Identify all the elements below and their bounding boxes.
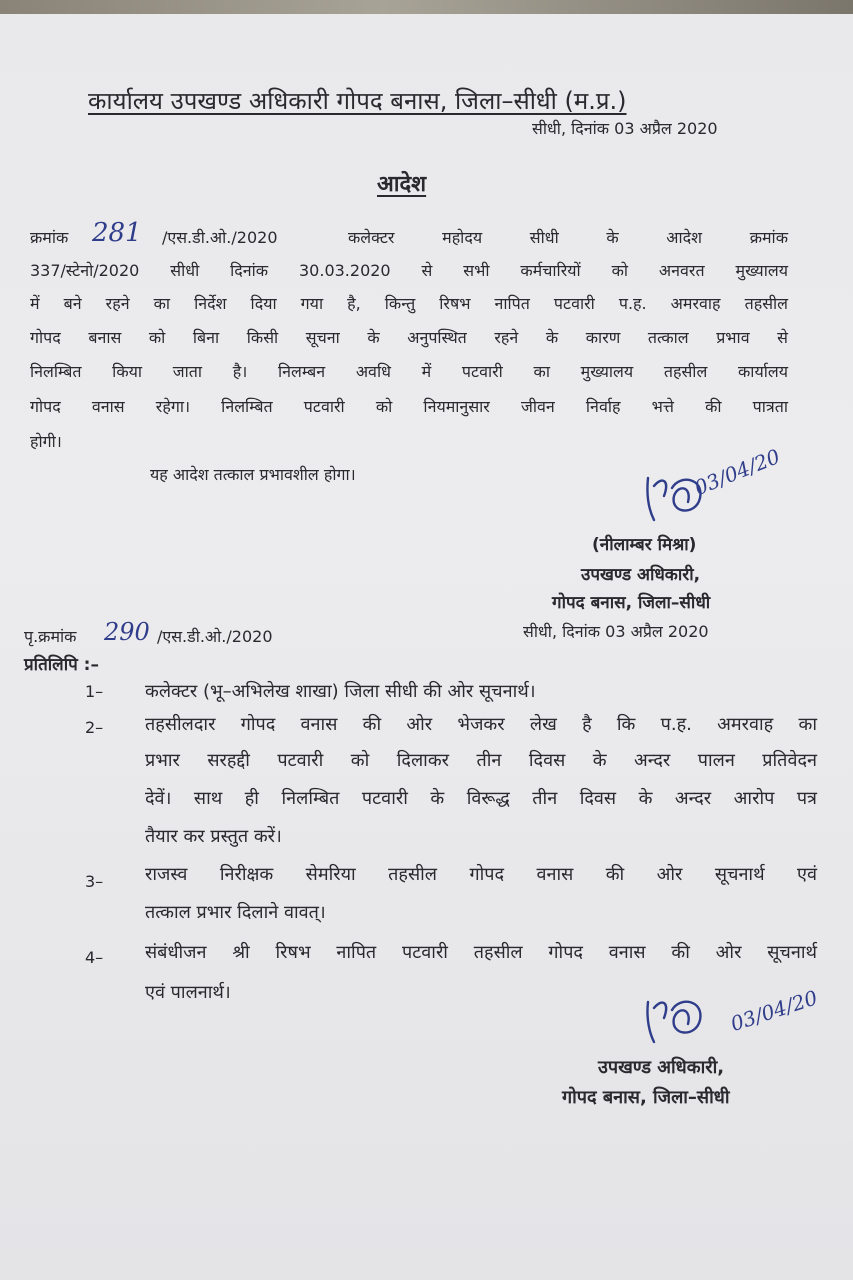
copy-item-1-line-1: कलेक्टर (भू–अभिलेख शाखा) जिला सीधी की ओर सूचनार्थ। xyxy=(145,681,536,702)
order-line-2: 337/स्टेनो/2020 सीधी दिनांक 30.03.2020 से सभी कर्मचारियों को अनवरत मुख्यालय xyxy=(30,261,788,280)
copy-item-number: 3– xyxy=(85,872,104,891)
copy-item-4-line-1: संबंधीजन श्री रिषभ नापित पटवारी तहसील गोपद वनास की ओर सूचनार्थ xyxy=(145,942,817,963)
copy-item-number: 4– xyxy=(85,948,104,967)
copy-item-2-line-3: देवें। साथ ही निलम्बित पटवारी के विरूद्ध तीन दिवस के अन्दर आरोप पत्र xyxy=(145,788,817,809)
order-effective: यह आदेश तत्काल प्रभावशील होगा। xyxy=(150,465,356,484)
signatory-location: गोपद बनास, जिला–सीधी xyxy=(552,593,711,613)
signatory-name: (नीलाम्बर मिश्रा) xyxy=(592,535,697,555)
copy-to-label: प्रतिलिपि :– xyxy=(24,655,99,675)
signatory-designation: उपखण्ड अधिकारी, xyxy=(581,565,701,585)
order-line-4: गोपद बनास को बिना किसी सूचना के अनुपस्थित रहने के कारण तत्काल प्रभाव से xyxy=(30,328,788,347)
copy-item-number: 1– xyxy=(85,682,104,701)
copy-item-3-line-1: राजस्व निरीक्षक सेमरिया तहसील गोपद वनास की ओर सूचनार्थ एवं xyxy=(145,864,817,885)
header-place-date: सीधी, दिनांक 03 अप्रैल 2020 xyxy=(532,119,718,138)
copy-item-4-line-2: एवं पालनार्थ। xyxy=(145,982,231,1003)
signatory-designation-2: उपखण्ड अधिकारी, xyxy=(598,1057,725,1078)
copy-item-2-line-4: तैयार कर प्रस्तुत करें। xyxy=(145,826,282,847)
order-number-suffix: /एस.डी.ओ./2020 xyxy=(162,228,278,247)
endorsement-number-prefix: पृ.क्रमांक xyxy=(24,627,77,646)
handwritten-sign-date-2: 03/04/20 xyxy=(727,985,821,1036)
copy-item-2-line-1: तहसीलदार गोपद वनास की ओर भेजकर लेख है कि प.ह. अमरवाह का xyxy=(145,714,817,735)
signature-mark xyxy=(640,990,720,1050)
order-line-6: गोपद वनास रहेगा। निलम्बित पटवारी को नियमानुसार जीवन निर्वाह भत्ते की पात्रता xyxy=(30,397,788,416)
handwritten-endorsement-number: 290 xyxy=(104,618,150,646)
endorsement-number-suffix: /एस.डी.ओ./2020 xyxy=(157,627,273,646)
order-line-1: कलेक्टर महोदय सीधी के आदेश क्रमांक xyxy=(348,228,788,247)
copy-item-3-line-2: तत्काल प्रभार दिलाने वावत्। xyxy=(145,902,326,923)
signatory-location-2: गोपद बनास, जिला–सीधी xyxy=(562,1087,730,1108)
order-title: आदेश xyxy=(377,172,427,197)
order-line-3: में बने रहने का निर्देश दिया गया है, किन्तु रिषभ नापित पटवारी प.ह. अमरवाह तहसील xyxy=(30,294,788,313)
order-number-prefix: क्रमांक xyxy=(30,228,69,247)
handwritten-sign-date-1: 03/04/20 xyxy=(691,444,784,500)
signatory-place-date: सीधी, दिनांक 03 अप्रैल 2020 xyxy=(523,622,709,641)
copy-item-2-line-2: प्रभार सरहद्दी पटवारी को दिलाकर तीन दिवस के अन्दर पालन प्रतिवेदन xyxy=(145,750,817,771)
copy-item-number: 2– xyxy=(85,718,104,737)
handwritten-order-number: 281 xyxy=(92,218,142,248)
order-line-5: निलम्बित किया जाता है। निलम्बन अवधि में पटवारी का मुख्यालय तहसील कार्यालय xyxy=(30,362,788,381)
order-line-7: होगी। xyxy=(30,432,62,451)
office-header: कार्यालय उपखण्ड अधिकारी गोपद बनास, जिला–सीधी (म.प्र.) xyxy=(88,87,627,115)
